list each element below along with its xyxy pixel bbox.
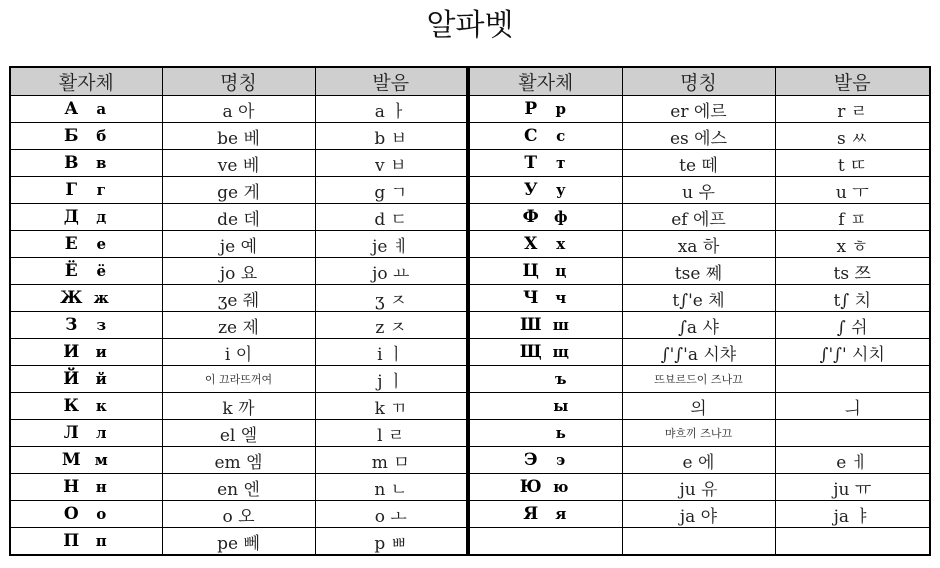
uppercase-letter: Ш (519, 315, 542, 335)
letter-cell (468, 393, 622, 420)
letter-name: ef 에프 (622, 204, 775, 231)
letter-name: be 베 (162, 123, 315, 150)
letter-name: pe 뻬 (162, 528, 315, 556)
uppercase-letter: Г (65, 180, 78, 200)
letter-cell (468, 420, 622, 447)
letter-pronunciation: g ㄱ (315, 177, 468, 204)
letter-pronunciation: j ㅣ (315, 366, 468, 393)
uppercase-letter: П (63, 531, 80, 551)
letter-pronunciation: i ㅣ (315, 339, 468, 366)
letter-cell (10, 96, 162, 123)
letter-pronunciation: ∫ 쉬 (775, 312, 930, 339)
lowercase-letter: е (96, 235, 107, 253)
lowercase-letter: т (556, 154, 566, 172)
lowercase-letter: х (556, 235, 566, 253)
letter-cell (468, 177, 622, 204)
uppercase-letter: Ж (60, 288, 83, 308)
letter-cell (10, 366, 162, 393)
letter-pronunciation: ju ㅠ (775, 474, 930, 501)
letter-pronunciation: m ㅁ (315, 447, 468, 474)
letter-cell (468, 150, 622, 177)
lowercase-letter: о (96, 505, 107, 523)
letter-cell (10, 285, 162, 312)
uppercase-letter: Ц (522, 261, 539, 281)
letter-cell (468, 258, 622, 285)
uppercase-letter: О (63, 504, 79, 524)
table-row (10, 204, 930, 231)
uppercase-letter: Х (524, 234, 538, 254)
header-pronunciation: 발음 (315, 67, 468, 96)
table-row (10, 177, 930, 204)
letter-pronunciation: b ㅂ (315, 123, 468, 150)
letter-pronunciation: ts 쯔 (775, 258, 930, 285)
letter-name: es 에스 (622, 123, 775, 150)
header-pronunciation: 발음 (775, 67, 930, 96)
letter-cell (468, 366, 622, 393)
uppercase-letter: Б (63, 126, 79, 146)
uppercase-letter: Т (524, 153, 538, 173)
uppercase-letter: У (523, 180, 538, 200)
table-row (10, 474, 930, 501)
table-row (10, 150, 930, 177)
lowercase-letter: ж (93, 289, 109, 307)
letter-pronunciation: s ㅆ (775, 123, 930, 150)
letter-cell (468, 528, 622, 556)
letter-cell (10, 528, 162, 556)
letter-pronunciation: v ㅂ (315, 150, 468, 177)
letter-pronunciation: a ㅏ (315, 96, 468, 123)
header-name: 명칭 (162, 67, 315, 96)
table-row (10, 285, 930, 312)
lowercase-letter: н (95, 478, 107, 496)
letter-cell (468, 447, 622, 474)
uppercase-letter: А (64, 99, 79, 119)
letter-pronunciation: l ㄹ (315, 420, 468, 447)
letter-name: ∫'∫'a 시챠 (622, 339, 775, 366)
letter-cell (468, 312, 622, 339)
lowercase-letter: д (96, 208, 107, 226)
lowercase-letter: л (95, 424, 107, 442)
letter-cell (10, 258, 162, 285)
letter-name: el 엘 (162, 420, 315, 447)
lowercase-letter: ъ (554, 370, 567, 388)
letter-name: en 엔 (162, 474, 315, 501)
header-name: 명칭 (622, 67, 775, 96)
letter-name: er 에르 (622, 96, 775, 123)
letter-cell (10, 177, 162, 204)
letter-pronunciation: u ㅜ (775, 177, 930, 204)
lowercase-letter: щ (552, 343, 569, 361)
letter-name: i 이 (162, 339, 315, 366)
letter-name: 먀흐끼 즈나끄 (622, 420, 775, 447)
letter-name: a 아 (162, 96, 315, 123)
uppercase-letter: Й (63, 369, 80, 389)
letter-cell (10, 339, 162, 366)
page-title: 알파벳 (426, 8, 514, 43)
letter-cell (468, 474, 622, 501)
letter-cell (10, 420, 162, 447)
letter-pronunciation: n ㄴ (315, 474, 468, 501)
letter-pronunciation (775, 420, 930, 447)
table-row (10, 501, 930, 528)
lowercase-letter: в (96, 154, 107, 172)
lowercase-letter: ё (96, 262, 107, 280)
lowercase-letter: з (96, 316, 107, 334)
letter-pronunciation: e ㅔ (775, 447, 930, 474)
letter-pronunciation: p ㅃ (315, 528, 468, 556)
letter-cell (10, 231, 162, 258)
letter-name: de 데 (162, 204, 315, 231)
lowercase-letter: ь (555, 424, 566, 442)
letter-name: 이 끄라뜨꺼여 (162, 366, 315, 393)
table-row (10, 339, 930, 366)
table-row (10, 393, 930, 420)
lowercase-letter: ч (555, 289, 567, 307)
letter-cell (10, 123, 162, 150)
lowercase-letter: б (96, 127, 107, 145)
letter-pronunciation (775, 366, 930, 393)
table-row (10, 96, 930, 123)
letter-name: k 까 (162, 393, 315, 420)
uppercase-letter: Ё (64, 261, 78, 281)
table-row (10, 420, 930, 447)
table-row (10, 447, 930, 474)
letter-pronunciation: je ㅖ (315, 231, 468, 258)
letter-pronunciation: x ㅎ (775, 231, 930, 258)
lowercase-letter: э (556, 451, 566, 469)
letter-pronunciation (775, 528, 930, 556)
lowercase-letter: ю (553, 478, 569, 496)
letter-cell (10, 204, 162, 231)
letter-cell (468, 285, 622, 312)
lowercase-letter: и (95, 343, 107, 361)
letter-cell (468, 96, 622, 123)
letter-name: e 에 (622, 447, 775, 474)
letter-cell (468, 501, 622, 528)
lowercase-letter: п (95, 532, 107, 550)
uppercase-letter: И (63, 342, 80, 362)
uppercase-letter: З (65, 315, 78, 335)
letter-name: tse 쩨 (622, 258, 775, 285)
header-typeface: 활자체 (10, 67, 162, 96)
uppercase-letter: С (523, 126, 538, 146)
lowercase-letter: й (95, 370, 107, 388)
letter-pronunciation: o ㅗ (315, 501, 468, 528)
letter-name: em 엠 (162, 447, 315, 474)
uppercase-letter: Щ (519, 342, 542, 362)
letter-name: o 오 (162, 501, 315, 528)
lowercase-letter: м (94, 451, 108, 469)
letter-cell (10, 393, 162, 420)
header-row (10, 67, 930, 96)
letter-name: te 떼 (622, 150, 775, 177)
letter-name (622, 528, 775, 556)
lowercase-letter: ц (555, 262, 567, 280)
letter-pronunciation: z ㅈ (315, 312, 468, 339)
letter-name: ge 게 (162, 177, 315, 204)
lowercase-letter: г (96, 181, 106, 199)
lowercase-letter: с (556, 127, 566, 145)
uppercase-letter: Я (523, 504, 539, 524)
uppercase-letter: Э (523, 450, 538, 470)
letter-pronunciation: ʒ ㅈ (315, 285, 468, 312)
letter-cell (468, 204, 622, 231)
letter-pronunciation: t ㄸ (775, 150, 930, 177)
uppercase-letter: Л (63, 423, 79, 443)
header-typeface: 활자체 (468, 67, 622, 96)
letter-cell (10, 150, 162, 177)
uppercase-letter: Ю (519, 477, 542, 497)
uppercase-letter: Е (64, 234, 78, 254)
letter-name: ju 유 (622, 474, 775, 501)
table-row (10, 123, 930, 150)
alphabet-table (9, 66, 931, 556)
table-row (10, 312, 930, 339)
letter-name: 의 (622, 393, 775, 420)
letter-pronunciation: t∫ 치 (775, 285, 930, 312)
uppercase-letter: В (64, 153, 79, 173)
letter-name: je 예 (162, 231, 315, 258)
letter-name: ja 야 (622, 501, 775, 528)
letter-pronunciation: k ㄲ (315, 393, 468, 420)
uppercase-letter: Ч (522, 288, 539, 308)
letter-name: ʒe 줴 (162, 285, 315, 312)
letter-name: jo 요 (162, 258, 315, 285)
uppercase-letter: Ф (522, 207, 539, 227)
letter-name: u 우 (622, 177, 775, 204)
letter-name: ve 베 (162, 150, 315, 177)
letter-cell (10, 474, 162, 501)
letter-name: ∫a 샤 (622, 312, 775, 339)
lowercase-letter: ф (553, 208, 568, 226)
letter-cell (468, 123, 622, 150)
table-row (10, 258, 930, 285)
letter-pronunciation: ㅢ (775, 393, 930, 420)
uppercase-letter: Д (63, 207, 79, 227)
lowercase-letter: а (96, 100, 107, 118)
letter-cell (468, 339, 622, 366)
lowercase-letter: к (95, 397, 107, 415)
table-row (10, 231, 930, 258)
letter-pronunciation: f ㅍ (775, 204, 930, 231)
letter-cell (10, 312, 162, 339)
letter-pronunciation: r ㄹ (775, 96, 930, 123)
lowercase-letter: р (555, 100, 566, 118)
uppercase-letter: М (61, 450, 81, 470)
lowercase-letter: у (555, 181, 566, 199)
letter-cell (468, 231, 622, 258)
letter-name: t∫'e 체 (622, 285, 775, 312)
letter-pronunciation: ja ㅑ (775, 501, 930, 528)
letter-name: 뜨뵤르드이 즈나끄 (622, 366, 775, 393)
lowercase-letter: я (555, 505, 567, 523)
table-row (10, 528, 930, 556)
uppercase-letter: Н (63, 477, 80, 497)
table-row (10, 366, 930, 393)
letter-pronunciation: d ㄷ (315, 204, 468, 231)
letter-cell (10, 447, 162, 474)
uppercase-letter: К (63, 396, 79, 416)
letter-pronunciation: ∫'∫' 시치 (775, 339, 930, 366)
uppercase-letter: Р (524, 99, 538, 119)
letter-name: xa 하 (622, 231, 775, 258)
letter-name: ze 제 (162, 312, 315, 339)
lowercase-letter: ш (552, 316, 569, 334)
letter-cell (10, 501, 162, 528)
letter-pronunciation: jo ㅛ (315, 258, 468, 285)
lowercase-letter: ы (553, 397, 569, 415)
